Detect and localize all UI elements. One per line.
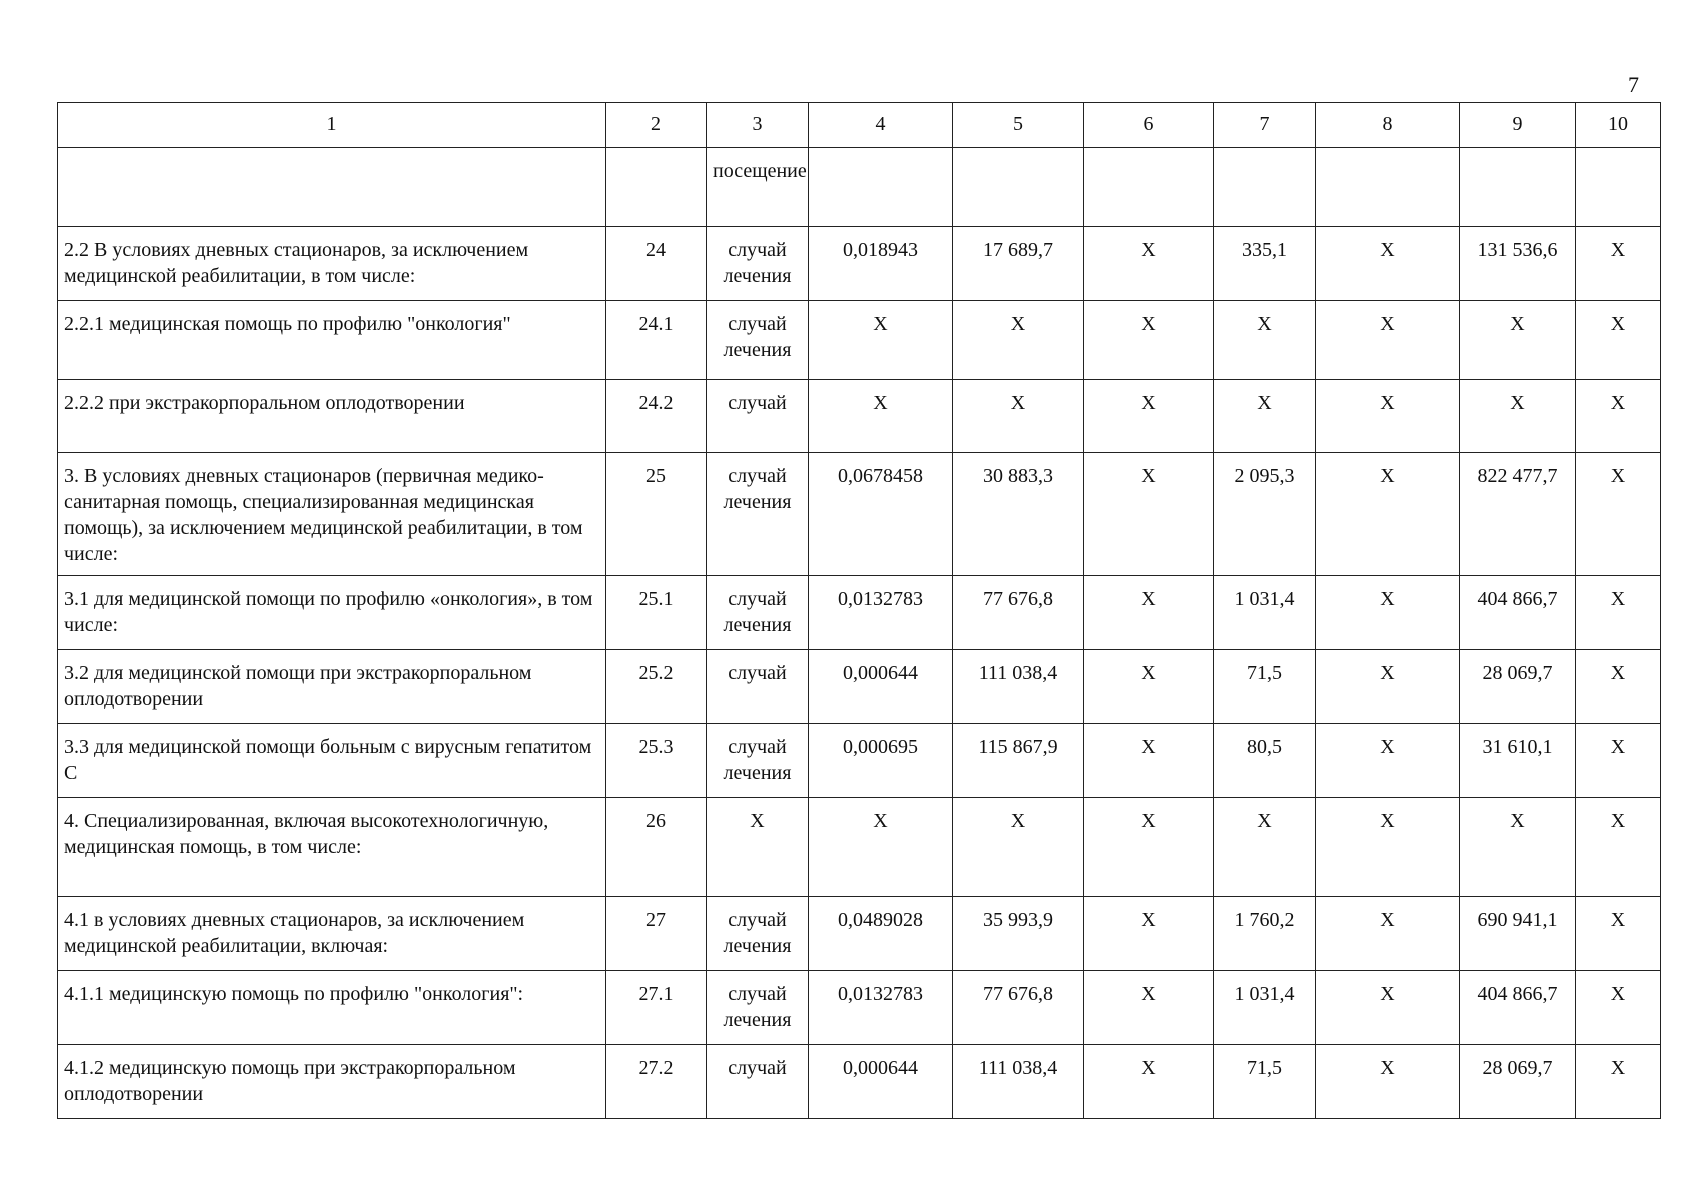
row-code [606, 148, 707, 227]
table-cell: X [1460, 798, 1576, 897]
unit-cell: случай лечения [707, 724, 809, 798]
row-label: 4.1 в условиях дневных стационаров, за исключением медицинской реабилитации, включая: [58, 897, 606, 971]
table-cell: 2 095,3 [1214, 453, 1316, 576]
table-cell [1460, 148, 1576, 227]
row-code: 25.2 [606, 650, 707, 724]
column-header: 1 [58, 103, 606, 148]
table-cell: 0,000695 [809, 724, 953, 798]
table-cell: 115 867,9 [953, 724, 1084, 798]
table-row [58, 227, 1661, 301]
table-cell: 1 760,2 [1214, 897, 1316, 971]
table-cell: 31 610,1 [1460, 724, 1576, 798]
table-row [58, 897, 1661, 971]
table-cell: X [953, 301, 1084, 380]
row-code: 24.1 [606, 301, 707, 380]
page-number: 7 [1628, 72, 1639, 97]
table-cell [1084, 148, 1214, 227]
table-cell: 35 993,9 [953, 897, 1084, 971]
table-row [58, 650, 1661, 724]
table-row [58, 148, 1661, 227]
table-cell: X [1084, 301, 1214, 380]
row-code: 27.2 [606, 1045, 707, 1119]
table-row [58, 453, 1661, 576]
table-cell: X [1084, 227, 1214, 301]
unit-cell: случай [707, 380, 809, 453]
table-cell: 0,018943 [809, 227, 953, 301]
row-label: 3.3 для медицинской помощи больным с вирусным гепатитом С [58, 724, 606, 798]
table-cell: 404 866,7 [1460, 576, 1576, 650]
column-header: 2 [606, 103, 707, 148]
table-cell: X [1084, 380, 1214, 453]
table-cell: X [1084, 897, 1214, 971]
table-cell [953, 148, 1084, 227]
table-cell: X [1316, 301, 1460, 380]
column-header: 8 [1316, 103, 1460, 148]
unit-cell: случай лечения [707, 971, 809, 1045]
table-cell: 690 941,1 [1460, 897, 1576, 971]
column-header: 7 [1214, 103, 1316, 148]
table-cell: X [1576, 576, 1661, 650]
table-cell: X [809, 380, 953, 453]
table-cell: X [1460, 301, 1576, 380]
column-header: 9 [1460, 103, 1576, 148]
table-cell: X [1316, 897, 1460, 971]
table-cell: X [809, 301, 953, 380]
table-cell [809, 148, 953, 227]
table-row [58, 798, 1661, 897]
table-cell: 28 069,7 [1460, 650, 1576, 724]
data-table [57, 102, 1661, 1119]
table-row [58, 380, 1661, 453]
table-cell: 335,1 [1214, 227, 1316, 301]
table-row [58, 724, 1661, 798]
table-cell: 77 676,8 [953, 971, 1084, 1045]
table-cell: 80,5 [1214, 724, 1316, 798]
table-cell [1316, 148, 1460, 227]
table-cell: 0,0132783 [809, 576, 953, 650]
row-label: 3. В условиях дневных стационаров (первичная медико-санитарная помощь, специализированная медицинская помощь), за исключением медицинской реабилитации, в том числе: [58, 453, 606, 576]
row-label: 2.2 В условиях дневных стационаров, за исключением медицинской реабилитации, в том числе: [58, 227, 606, 301]
table-cell: 77 676,8 [953, 576, 1084, 650]
row-label: 2.2.1 медицинская помощь по профилю "онкология" [58, 301, 606, 380]
table-cell: X [953, 798, 1084, 897]
table-row [58, 1045, 1661, 1119]
table-cell: X [1576, 227, 1661, 301]
table-cell: X [1084, 650, 1214, 724]
table-cell: 131 536,6 [1460, 227, 1576, 301]
table-cell: X [953, 380, 1084, 453]
unit-cell: посещение [707, 148, 809, 227]
unit-cell: случай лечения [707, 897, 809, 971]
unit-cell: случай [707, 650, 809, 724]
table-cell: X [1316, 798, 1460, 897]
table-cell: X [1576, 380, 1661, 453]
table-cell: X [1576, 798, 1661, 897]
table-cell: X [1576, 724, 1661, 798]
table-cell: X [1316, 453, 1460, 576]
table-cell: X [1316, 650, 1460, 724]
table-cell: X [1576, 650, 1661, 724]
row-label: 4. Специализированная, включая высокотехнологичную, медицинская помощь, в том числе: [58, 798, 606, 897]
table-cell: X [1576, 301, 1661, 380]
unit-cell: случай лечения [707, 453, 809, 576]
table-cell: 28 069,7 [1460, 1045, 1576, 1119]
row-label: 2.2.2 при экстракорпоральном оплодотворении [58, 380, 606, 453]
column-header: 6 [1084, 103, 1214, 148]
table-cell: X [1576, 971, 1661, 1045]
row-label: 3.1 для медицинской помощи по профилю «онкология», в том числе: [58, 576, 606, 650]
table-cell: X [1084, 971, 1214, 1045]
unit-cell: случай лечения [707, 301, 809, 380]
table-cell: X [1084, 453, 1214, 576]
table-cell: 71,5 [1214, 1045, 1316, 1119]
table-cell: X [1214, 301, 1316, 380]
row-label: 4.1.2 медицинскую помощь при экстракорпоральном оплодотворении [58, 1045, 606, 1119]
table-cell: 71,5 [1214, 650, 1316, 724]
table-cell: X [1084, 576, 1214, 650]
table-cell: 0,000644 [809, 1045, 953, 1119]
unit-cell: X [707, 798, 809, 897]
table-cell [1576, 148, 1661, 227]
table-cell: 0,000644 [809, 650, 953, 724]
row-code: 26 [606, 798, 707, 897]
unit-cell: случай [707, 1045, 809, 1119]
table-cell: X [1084, 724, 1214, 798]
table-cell: 1 031,4 [1214, 576, 1316, 650]
table-cell: 0,0489028 [809, 897, 953, 971]
table-row [58, 301, 1661, 380]
row-code: 25.3 [606, 724, 707, 798]
table-cell: X [1576, 1045, 1661, 1119]
table-cell: X [1316, 576, 1460, 650]
row-label: 3.2 для медицинской помощи при экстракорпоральном оплодотворении [58, 650, 606, 724]
table-cell: 1 031,4 [1214, 971, 1316, 1045]
table-cell: X [1576, 453, 1661, 576]
table-cell: X [1576, 897, 1661, 971]
unit-cell: случай лечения [707, 227, 809, 301]
table-cell: 111 038,4 [953, 650, 1084, 724]
table-cell: X [1316, 724, 1460, 798]
table-cell: 0,0132783 [809, 971, 953, 1045]
table-cell: 404 866,7 [1460, 971, 1576, 1045]
table-row [58, 971, 1661, 1045]
table-cell: X [1084, 798, 1214, 897]
table-cell: X [1214, 380, 1316, 453]
table-cell: X [809, 798, 953, 897]
table-cell [1214, 148, 1316, 227]
column-header-row [58, 103, 1661, 148]
table-cell: X [1316, 380, 1460, 453]
table-row [58, 576, 1661, 650]
table-cell: X [1460, 380, 1576, 453]
table-cell: 111 038,4 [953, 1045, 1084, 1119]
table-cell: 822 477,7 [1460, 453, 1576, 576]
column-header: 3 [707, 103, 809, 148]
column-header: 4 [809, 103, 953, 148]
table-cell: X [1316, 1045, 1460, 1119]
table-cell: 0,0678458 [809, 453, 953, 576]
unit-cell: случай лечения [707, 576, 809, 650]
table-cell: X [1084, 1045, 1214, 1119]
column-header: 5 [953, 103, 1084, 148]
row-code: 27 [606, 897, 707, 971]
table-cell: X [1214, 798, 1316, 897]
row-code: 25.1 [606, 576, 707, 650]
column-header: 10 [1576, 103, 1661, 148]
row-code: 25 [606, 453, 707, 576]
row-label: 4.1.1 медицинскую помощь по профилю "онкология": [58, 971, 606, 1045]
table-cell: X [1316, 227, 1460, 301]
row-code: 24 [606, 227, 707, 301]
table-cell: 30 883,3 [953, 453, 1084, 576]
row-code: 24.2 [606, 380, 707, 453]
table-cell: X [1316, 971, 1460, 1045]
row-label [58, 148, 606, 227]
table-cell: 17 689,7 [953, 227, 1084, 301]
row-code: 27.1 [606, 971, 707, 1045]
